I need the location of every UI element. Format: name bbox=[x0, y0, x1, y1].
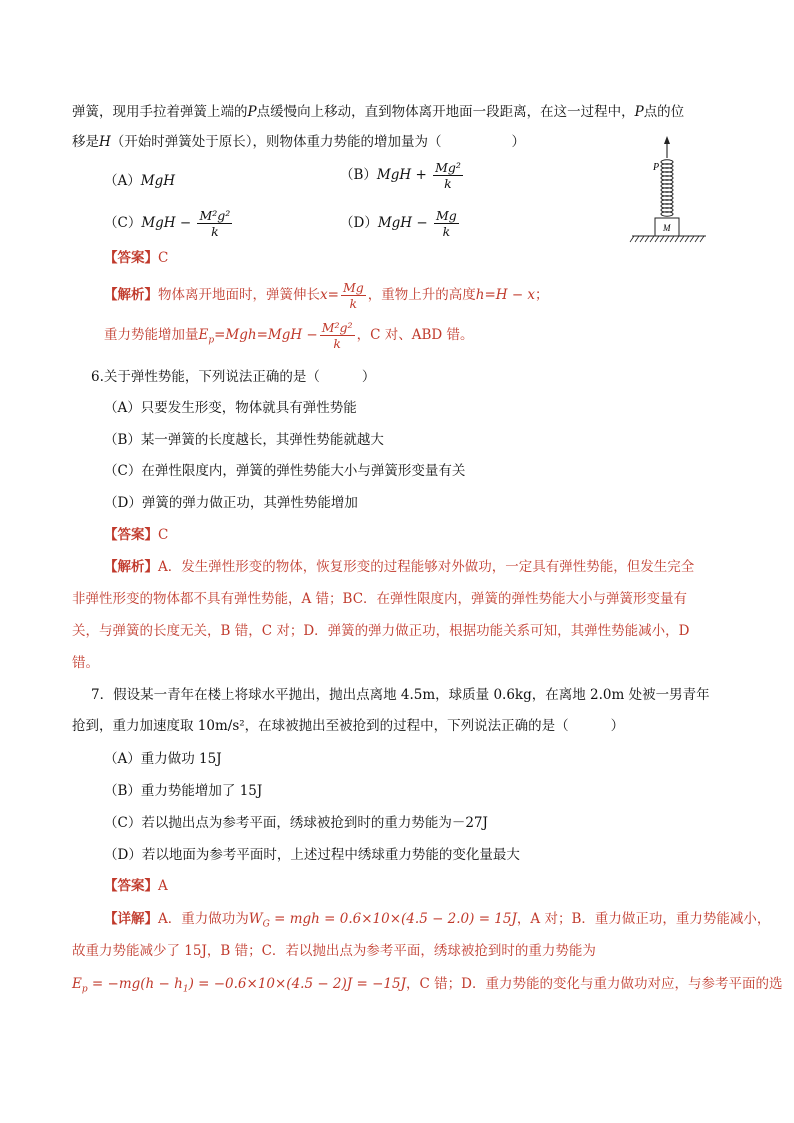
q7-option-c: （C）若以抛出点为参考平面，绣球被抢到时的重力势能为－27J bbox=[104, 815, 488, 831]
q7-stem-line2: 抢到，重力加速度取 10m/s²，在球被抛出至被抢到的过程中，下列说法正确的是（ ） bbox=[72, 718, 625, 734]
q6-analysis-line4: 错。 bbox=[72, 655, 99, 671]
ground-hatching bbox=[630, 236, 704, 242]
q7-detail-line1: 【详解】A．重力做功为$W_G$ = mgh = 0.6×10×(4.5 − 2.0) = 15J，A 对；B．重力做正功，重力势能减小， bbox=[104, 911, 771, 930]
hatch-mark bbox=[630, 236, 634, 242]
q5-option-c-fraction: $\frac{\text{M²g²}}{k}$ bbox=[199, 208, 231, 239]
q5-analysis-line1: 【解析】物体离开地面时，弹簧伸长x= $\frac{Mg}{k}$ ，重物上升的高度h=H − x； bbox=[104, 280, 549, 311]
hatch-mark bbox=[700, 236, 704, 242]
q7-option-a: （A）重力做功 15J bbox=[104, 751, 222, 767]
q5-option-a: （A）MgH bbox=[104, 173, 175, 189]
q6-option-a: （A）只要发生形变，物体就具有弹性势能 bbox=[104, 400, 357, 416]
q6-analysis-line1: 【解析】A．发生弹性形变的物体，恢复形变的过程能够对外做功，一定具有弹性势能，但发生完全 bbox=[104, 559, 695, 575]
q5-option-b-fraction: $\frac{\text{Mg²}}{k}$ bbox=[435, 160, 461, 191]
q5-analysis-fraction-2: $\frac{\text{M²g²}}{k}$ bbox=[321, 320, 353, 351]
hatch-mark bbox=[660, 236, 664, 242]
hatch-mark bbox=[685, 236, 689, 242]
q6-option-b: （B）某一弹簧的长度越长，其弹性势能就越大 bbox=[104, 432, 384, 448]
q6-stem: 6.关于弹性势能，下列说法正确的是（ ） bbox=[91, 369, 376, 385]
point-p-label: P bbox=[653, 162, 660, 173]
hatch-mark bbox=[695, 236, 699, 242]
q7-stem-line1: 7．假设某一青年在楼上将球水平抛出，抛出点离地 4.5m，球质量 0.6kg，在离地 2.0m 处被一男青年 bbox=[91, 687, 710, 703]
spring-mass-figure bbox=[628, 130, 710, 250]
mass-label: M bbox=[663, 223, 671, 233]
spring-coil bbox=[661, 160, 673, 216]
q5-option-b: （B）MgH + $\frac{\text{Mg²}}{k}$ bbox=[340, 160, 461, 191]
q5-analysis-line2: 重力势能增加量$E_p=Mgh=MgH$ − $\frac{\text{M²g²}}{k}$ ，C 对、ABD 错。 bbox=[104, 320, 474, 351]
q5-analysis-fraction-1: $\frac{Mg}{k}$ bbox=[342, 280, 364, 311]
q6-option-c: （C）在弹性限度内，弹簧的弹性势能大小与弹簧形变量有关 bbox=[104, 463, 466, 479]
q7-option-b: （B）重力势能增加了 15J bbox=[104, 783, 263, 799]
hatch-mark bbox=[650, 236, 654, 242]
q5-stem-line2: 移是H（开始时弹簧处于原长），则物体重力势能的增加量为（ ） bbox=[72, 134, 526, 150]
hatch-mark bbox=[690, 236, 694, 242]
hatch-mark bbox=[655, 236, 659, 242]
q6-analysis-line3: 关，与弹簧的长度无关，B 错，C 对；D．弹簧的弹力做正功，根据功能关系可知，其弹性势能减小，D bbox=[72, 623, 690, 639]
q6-analysis-line2: 非弹性形变的物体都不具有弹性势能，A 错；BC．在弹性限度内，弹簧的弹性势能大小与弹簧形变量有 bbox=[72, 591, 688, 607]
q6-answer: 【答案】C bbox=[104, 527, 169, 543]
hatch-mark bbox=[645, 236, 649, 242]
q7-answer: 【答案】A bbox=[104, 878, 168, 894]
q7-detail-line2: 故重力势能减少了 15J，B 错；C．若以抛出点为参考平面，绣球被抢到时的重力势能为 bbox=[72, 943, 596, 959]
q5-option-c: （C）MgH − $\frac{\text{M²g²}}{k}$ bbox=[104, 208, 231, 239]
hatch-mark bbox=[640, 236, 644, 242]
hatch-mark bbox=[675, 236, 679, 242]
hatch-mark bbox=[635, 236, 639, 242]
q6-option-d: （D）弹簧的弹力做正功，其弹性势能增加 bbox=[104, 495, 358, 511]
q5-option-d-fraction: $\frac{Mg}{k}$ bbox=[435, 208, 457, 239]
pull-arrow-head bbox=[664, 136, 670, 144]
q5-stem-line1: 弹簧，现用手拉着弹簧上端的P点缓慢向上移动，直到物体离开地面一段距离，在这一过程中，P点的位 bbox=[72, 104, 685, 120]
hatch-mark bbox=[680, 236, 684, 242]
q7-option-d: （D）若以地面为参考平面时，上述过程中绣球重力势能的变化量最大 bbox=[104, 847, 520, 863]
q5-answer: 【答案】C bbox=[104, 250, 169, 266]
q5-option-d: （D）MgH − $\frac{Mg}{k}$ bbox=[340, 208, 457, 239]
q7-detail-line3: $E_p = -mg(h - h_1) = -0.6\times 10\times(4.5 - 2)J = -15J$，C 错；D．重力势能的变化与重力做功对应，与参考平面的选 bbox=[72, 976, 783, 995]
hatch-mark bbox=[665, 236, 669, 242]
hatch-mark bbox=[670, 236, 674, 242]
